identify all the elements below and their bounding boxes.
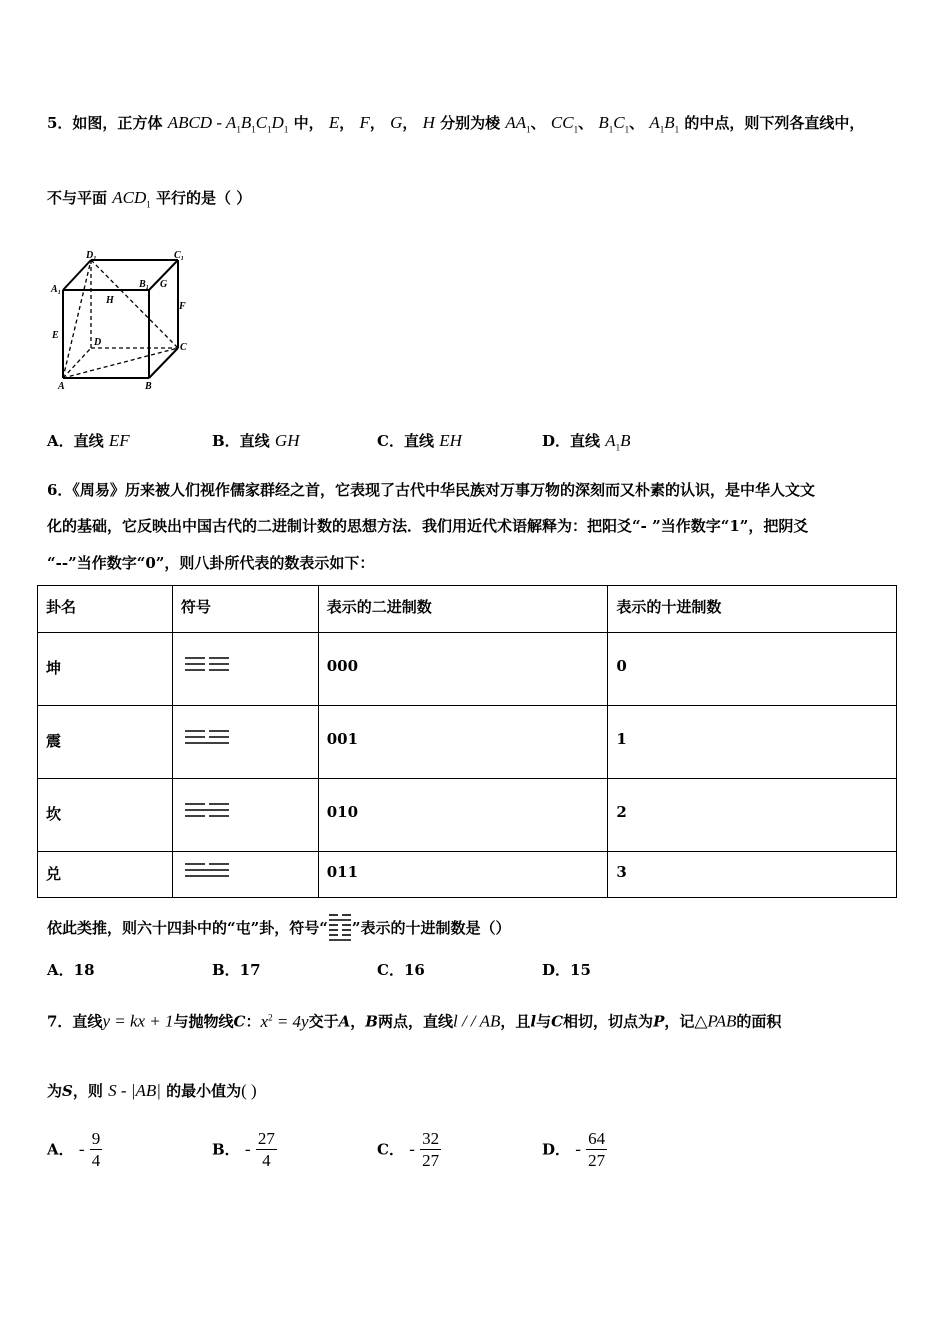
q6-option-c[interactable]: C．16 xyxy=(377,961,425,979)
trigram-kun-icon xyxy=(181,655,231,675)
diag-ad1 xyxy=(63,260,91,378)
table-row: 兑 011 3 xyxy=(38,852,897,898)
hexagram-zhun-icon xyxy=(328,913,352,941)
label-e: E xyxy=(52,330,59,341)
q6-option-d[interactable]: D．15 xyxy=(542,961,591,979)
header-binary: 表示的二进制数 xyxy=(318,586,608,633)
fraction: $\frac{9}{4}$ xyxy=(91,1129,101,1170)
q7-line2: 为S，则 S - |AB| 的最小值为( ) xyxy=(47,1081,257,1100)
header-symbol: 符号 xyxy=(172,586,318,633)
q7-option-d[interactable]: D． - $\frac{64}{27}$ xyxy=(542,1129,606,1170)
q7-line1: 7．直线y = kx + 1与抛物线C：$x^2 = 4y$交于A，B两点，直线l / / AB，且l与C相切，切点为P，记△PAB的面积 xyxy=(47,1011,782,1031)
line-equation: y = kx + 1 xyxy=(102,1011,174,1031)
trigram-dui-icon xyxy=(181,861,231,881)
q6-line1: 6．《周易》历来被人们视作儒家群经之首，它表现了古代中华民族对万事万物的深刻而又朴素的认识，是中华人文文 xyxy=(47,481,815,499)
fraction: $\frac{27}{4}$ xyxy=(257,1129,275,1170)
bagua-table xyxy=(37,585,897,898)
q5-option-a[interactable]: A．直线 EF xyxy=(47,431,130,450)
label-a: A xyxy=(58,381,65,392)
cube-name: ABCD - $A_1B_1C_1D_1$ xyxy=(167,113,289,135)
edge-aa1: $AA_1$ xyxy=(505,113,531,135)
q7-option-a[interactable]: A． - $\frac{9}{4}$ xyxy=(47,1129,101,1170)
label-d: D xyxy=(94,337,102,348)
label-f: F xyxy=(179,301,186,312)
q5-option-b[interactable]: B．直线 GH xyxy=(212,431,300,450)
triangle-pab: △PAB xyxy=(694,1011,737,1031)
table-header-row xyxy=(38,586,897,633)
label-c1: C₁ xyxy=(174,250,185,261)
q6-option-b[interactable]: B．17 xyxy=(212,961,261,979)
fraction: $\frac{32}{27}$ xyxy=(422,1129,440,1170)
header-decimal: 表示的十进制数 xyxy=(608,586,897,633)
parabola-equation: $x^2 = 4y$ xyxy=(260,1011,309,1031)
point-e: E xyxy=(328,113,340,132)
label-c: C xyxy=(180,342,187,353)
q5-option-c[interactable]: C．直线 EH xyxy=(377,431,462,450)
expression-s-ab: S - |AB| xyxy=(108,1081,161,1100)
label-a1: A₁ xyxy=(51,284,62,295)
q5-number: 5．如图，正方体 xyxy=(47,114,163,132)
diag-ac xyxy=(63,348,178,378)
q7-option-b[interactable]: B． - $\frac{27}{4}$ xyxy=(212,1129,275,1170)
label-g: G xyxy=(160,279,168,290)
trigram-kan-icon xyxy=(181,801,231,821)
label-h: H xyxy=(106,295,114,306)
q5-line2: 不与平面 $ACD_1$ 平行的是（ ） xyxy=(47,188,252,210)
edge-cc1: $CC_1$ xyxy=(550,113,579,135)
table-row: 坎 010 2 xyxy=(38,779,897,852)
q6-line2: 化的基础，它反映出中国古代的二进制计数的思想方法．我们用近代术语解释为：把阳爻“- ”当作数字“1”，把阴爻 xyxy=(47,517,809,535)
cube-figure xyxy=(48,248,198,393)
point-f: F xyxy=(359,113,370,132)
plane-acd1: $ACD_1$ xyxy=(112,188,151,210)
point-h: H xyxy=(422,113,435,132)
q5-option-d[interactable]: D．直线 $A_1B$ xyxy=(542,431,631,453)
header-name: 卦名 xyxy=(38,586,173,633)
q6-line3: “--”当作数字“0”，则八卦所代表的数表示如下： xyxy=(47,554,375,572)
edge-a1b1: $A_1B_1$ xyxy=(649,113,680,135)
q7-option-c[interactable]: C． - $\frac{32}{27}$ xyxy=(377,1129,440,1170)
point-g: G xyxy=(390,113,403,132)
label-d1: D₁ xyxy=(86,250,97,261)
fraction: $\frac{64}{27}$ xyxy=(588,1129,606,1170)
q5-line1: 5．如图，正方体 ABCD - $A_1B_1C_1D_1$ 中， E， F， G， H 分别为棱 $AA_1$、 $CC_1$、 $B_1C_1$、 $A_1B_1$ 的中点，则下列各直线中， xyxy=(47,113,865,135)
parallel-expr: l / / AB xyxy=(452,1011,501,1031)
edge-b1c1: $B_1C_1$ xyxy=(598,113,630,135)
table-row: 坤 000 0 xyxy=(38,633,897,706)
q6-follow: 依此类推，则六十四卦中的“屯”卦，符号“ ”表示的十进制数是（） xyxy=(47,913,511,941)
table-row: 震 001 1 xyxy=(38,706,897,779)
trigram-zhen-icon xyxy=(181,728,231,748)
label-b1: B₁ xyxy=(139,279,150,290)
q6-option-a[interactable]: A．18 xyxy=(47,961,95,979)
label-b: B xyxy=(145,381,152,392)
